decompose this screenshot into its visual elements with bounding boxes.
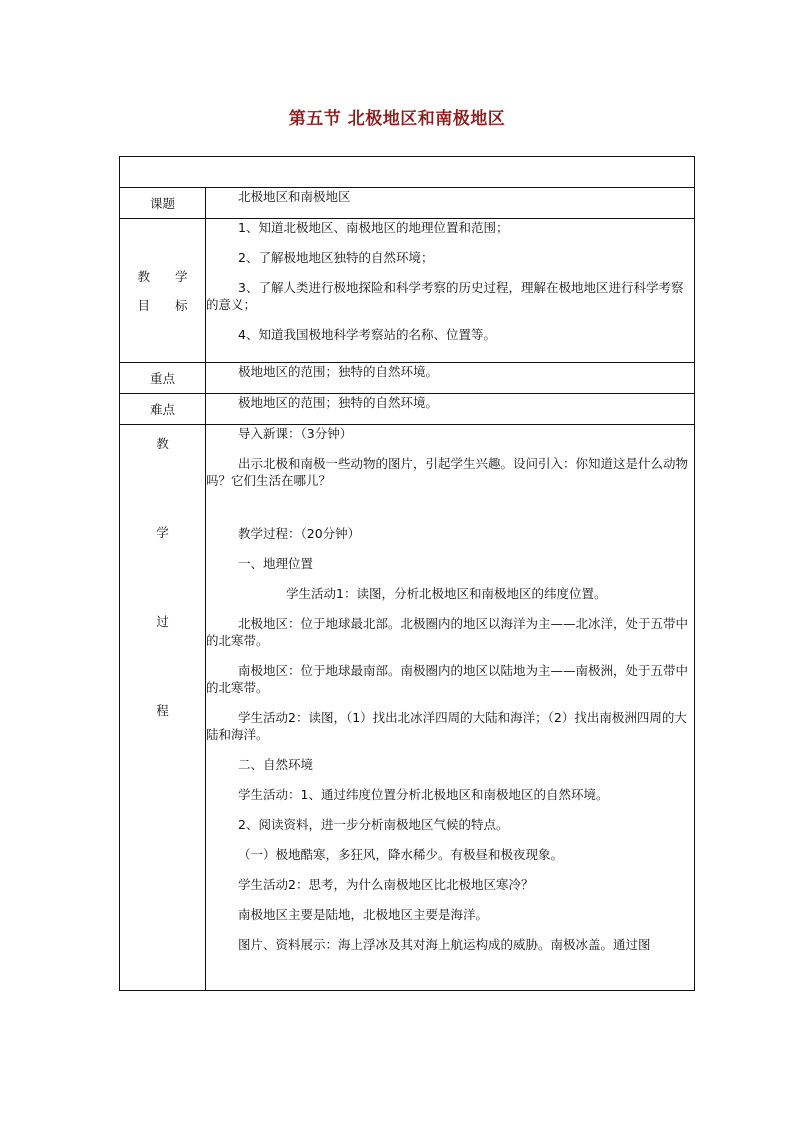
- difficulty-row: [120, 394, 695, 425]
- intro-heading: 导入新课：（3分钟）: [238, 426, 353, 441]
- key-point-cell: [206, 363, 695, 394]
- activity-text: 学生活动：1、通过纬度位置分析北极地区和南极地区的自然环境。: [238, 787, 609, 802]
- process-row: [120, 425, 695, 991]
- activity-text: 学生活动1：读图，分析北极地区和南极地区的纬度位置。: [286, 586, 607, 601]
- goals-label-cell: [120, 219, 206, 363]
- empty-header-cell: [120, 157, 695, 188]
- difficulty-cell: [206, 394, 695, 425]
- goals-label-char: 标: [174, 297, 188, 313]
- section-heading: 一、地理位置: [238, 556, 314, 571]
- lesson-plan-table: [119, 156, 695, 991]
- intro-text: 出示北极和南极一些动物的图片，引起学生兴趣。设问引入：你知道这是什么动物吗？它们生活在哪儿？: [206, 456, 689, 488]
- goals-label-char: 教: [137, 268, 151, 284]
- topic-value-cell: [206, 188, 695, 219]
- process-label-char: 学: [156, 525, 169, 540]
- climate-text: （一）极地酷寒，多狂风，降水稀少。有极昼和极夜现象。: [238, 847, 564, 862]
- answer-text: 南极地区主要是陆地，北极地区主要是海洋。: [238, 907, 489, 922]
- topic-label: 课题: [120, 188, 206, 219]
- topic-row: [120, 188, 695, 219]
- key-point-value: 极地地区的范围；独特的自然环境。: [238, 364, 439, 379]
- process-label-char: 过: [156, 614, 169, 629]
- process-label-char: 程: [156, 703, 169, 718]
- key-point-row: [120, 363, 695, 394]
- process-heading: 教学过程：（20分钟）: [238, 526, 361, 541]
- antarctic-text: 南极地区：位于地球最南部。南极圈内的地区以陆地为主——南极洲，处于五带中的北寒带。: [206, 663, 689, 695]
- key-point-label: 重点: [120, 363, 206, 394]
- page-title: 第五节 北极地区和南极地区: [288, 109, 506, 129]
- goal-item: 2、了解极地地区独特的自然环境；: [238, 250, 434, 265]
- process-label-cell: [120, 425, 206, 991]
- activity-text: 2、阅读资料，进一步分析南极地区气候的特点。: [238, 817, 509, 832]
- arctic-text: 北极地区：位于地球最北部。北极圈内的地区以海洋为主——北冰洋，处于五带中的北寒带。: [206, 616, 689, 648]
- process-label-char: 教: [156, 436, 169, 451]
- difficulty-label: 难点: [120, 394, 206, 425]
- activity-text: 学生活动2：思考，为什么南极地区比北极地区寒冷？: [238, 877, 534, 892]
- show-text: 图片、资料展示：海上浮冰及其对海上航运构成的威胁。南极冰盖。通过图: [238, 937, 651, 952]
- goal-item: 1、知道北极地区、南极地区的地理位置和范围；: [238, 220, 509, 235]
- section-heading: 二、自然环境: [238, 757, 314, 772]
- goal-item: 4、知道我国极地科学考察站的名称、位置等。: [238, 327, 496, 342]
- process-cell: [206, 425, 695, 991]
- goals-row: [120, 219, 695, 363]
- goal-item: 3、了解人类进行极地探险和科学考察的历史过程，理解在极地地区进行科学考察的意义；: [206, 280, 684, 312]
- activity-text: 学生活动2：读图，（1）找出北冰洋四周的大陆和海洋；（2）找出南极洲四周的大陆和海洋。: [206, 710, 687, 742]
- goals-cell: [206, 219, 695, 363]
- topic-value: 北极地区和南极地区: [238, 189, 351, 204]
- difficulty-value: 极地地区的范围；独特的自然环境。: [238, 395, 439, 410]
- goals-label-char: 目: [137, 297, 151, 313]
- table-header-row: [120, 157, 695, 188]
- goals-label-char: 学: [174, 268, 188, 284]
